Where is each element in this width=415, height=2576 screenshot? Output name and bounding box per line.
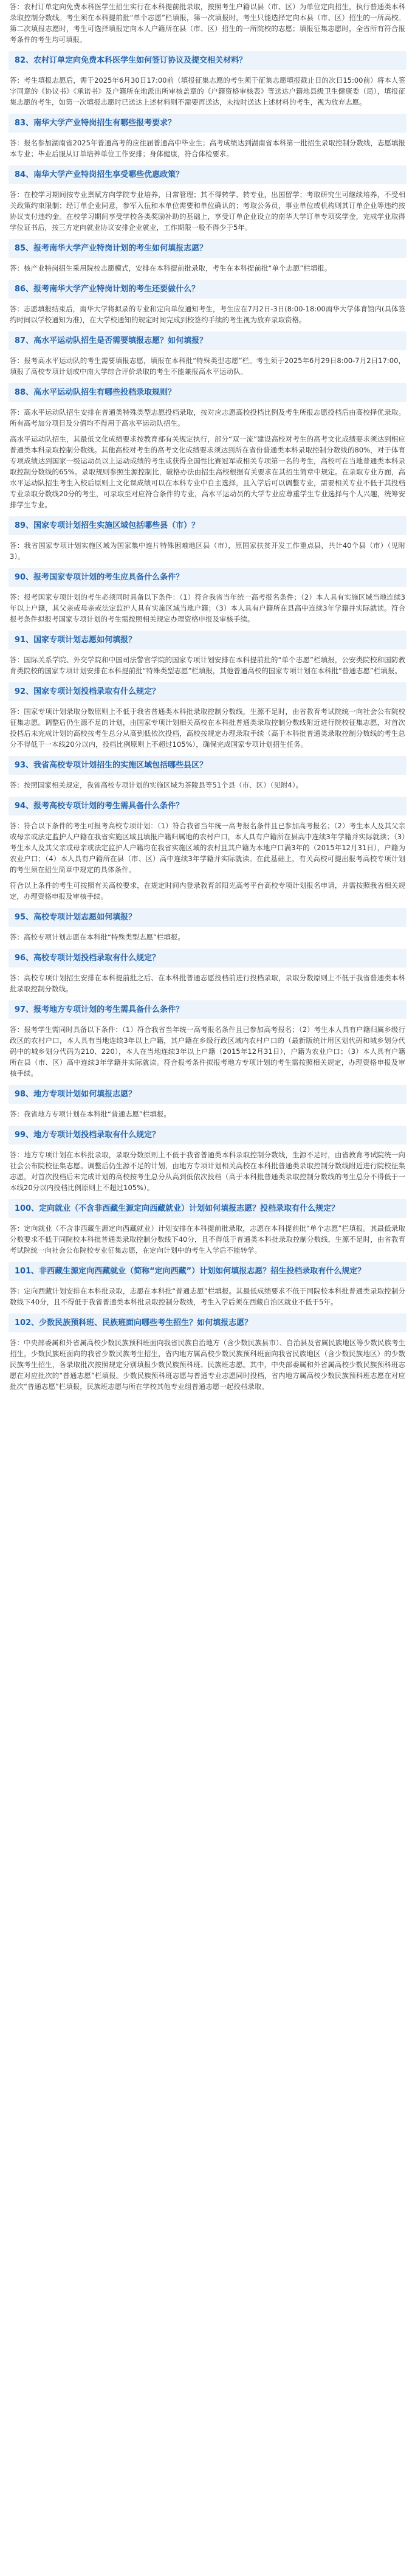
question-heading: 92、国家专项计划投档录取有什么规定？ xyxy=(9,682,406,701)
answer-paragraph: 答：报名参加湖南省2025年普通高考的应往届普通高中毕业生；高考成绩达到湖南省本科第一批招生录取控制分数线，志愿填报本专业；毕业后服从订单培养单位工作安排；身体健康，符合体检要求。 xyxy=(10,139,405,158)
faq-item-93 xyxy=(9,756,406,791)
question-heading: 93、我省高校专项计划招生的实施区域包括哪些县区？ xyxy=(9,756,406,775)
question-heading: 99、地方专项计划投档录取有什么规定？ xyxy=(9,1126,406,1144)
faq-item-95 xyxy=(9,908,406,943)
faq-item-83 xyxy=(9,114,406,159)
answer-paragraph: 答：高校专项计划志愿在本科批“特殊类型志愿”栏填报。 xyxy=(10,933,185,941)
answer-paragraph: 答：高水平运动队招生安排在普通类特殊类型志愿投档录取，按对应志愿高校投档比例及考生所报志愿投档后由高校择优录取。所有高考加分项目及分值均不得用于高水平运动队招生。 xyxy=(10,408,405,428)
question-heading: 83、南华大学产业特岗招生有哪些报考要求？ xyxy=(9,114,406,133)
question-heading: 95、高校专项计划志愿如何填报？ xyxy=(9,908,406,927)
answer-paragraph: 答：农村订单定向免费本科医学生招生实行在本科提前批录取，按照考生户籍以县（市、区）为单位定向招生，执行普通类本科录取控制分数线。考生须在本科提前批“单个志愿”栏填报，第一次填报时，考生只能选择定向本县（市、区）招生的一所高校。第二次填报志愿时，考生可选择填报定向本人户籍所在县（市、区）招生的一所院校的志愿；填报征集志愿时，全省所有符合报考条件的考生均可填报。 xyxy=(10,2,405,44)
question-heading: 90、报考国家专项计划的考生应具备什么条件？ xyxy=(9,568,406,587)
faq-item-101 xyxy=(9,1262,406,1307)
faq-item-89 xyxy=(9,516,406,562)
faq-item-85 xyxy=(9,239,406,274)
question-heading: 97、报考地方专项计划的考生需具备什么条件？ xyxy=(9,1000,406,1019)
faq-intro xyxy=(9,1,406,45)
answer-paragraph: 答：定向就业（不含非西藏生源定向西藏就业）计划安排在本科提前批录取，志愿在本科提前批“单个志愿”栏填报。其最低录取分数要求不低于同院校本科批普通类录取控制分数线下40分，且不得低于普通类本科批录取控制分数线，生源不足时，由省教育考试院统一向社会公布院校专业征集志愿，在定向计划中的考生入学后不能转学。 xyxy=(10,1224,405,1255)
answer-paragraph: 答：国家专项计划录取分数原则上不低于我省普通类本科批录取控制分数线，生源不足时，由省教育考试院统一向社会公布院校征集志愿。调整后仍生源不足的计划，由国家专项计划相关高校在本科批普通类录取控制分数线附近进行院校征集志愿，对首次投档后未完成计划的高校按考生总分从高到低依次投档，高校按规定办理录取手续（高于本科批普通类录取控制分数线的考生总分不得低于一本线20分以内，投档比例原则上不超过105%），确保完成国家专项计划招生任务。 xyxy=(10,707,405,749)
answer-paragraph: 高水平运动队招生，其最低文化成绩要求按教育部有关规定执行，部分“双一流”建设高校对考生的高考文化成绩要求须达到相应普通类本科录取控制分数线。其他高校对考生的高考文化成绩要求须达到所在省份普通类本科录取控制分数线的80%，对于体育专项成绩达到国家一级运动员以上运动成绩的考生或获得全国性比赛冠军或相关专项第一名的考生，高校可在当地普通类本科录取控制分数线的65%。录取规则参照生源控制比，破格办法由招生高校根据有关要求在其招生简章中规定。在录取专业方面，高水平运动队招生考生入校后原则上文化课成绩可以在本科专业中自主选择，且入学后可以调整专业，需要相关专业不低于其投档专业录取分数线20分的考生，可录取至对应符合条件的专业，高水平运动员的大学专业应尊重学生专业选择与个人兴趣，统筹安排学生专业。 xyxy=(10,435,405,509)
faq-item-99 xyxy=(9,1126,406,1193)
answer-paragraph: 答：报考高水平运动队的考生需要填报志愿，填报在本科批“特殊类型志愿”栏。考生须于2025年6月29日8:00-7月2日17:00，填报了高校专项计划或中南大学综合评价录取的考生不能兼报高水平运动队。 xyxy=(10,356,405,376)
faq-item-91 xyxy=(9,631,406,676)
faq-item-94 xyxy=(9,797,406,902)
faq-item-98 xyxy=(9,1085,406,1120)
faq-item-90 xyxy=(9,568,406,625)
faq-item-102 xyxy=(9,1314,406,1392)
page-bottom-spacer xyxy=(9,1397,406,1401)
answer-paragraph: 答：志愿填报结束后，南华大学将拟录的专业和定向单位通知考生，考生应在7月2日-3日(8:00-18:00南华大学体育馆内(具体签约时间以学校通知为准)，在大学校通知的规定时间完成到校签约手续的考生视为放弃录取资格。 xyxy=(10,305,405,324)
question-heading: 88、高水平运动队招生有哪些投档录取规则？ xyxy=(9,383,406,402)
answer-paragraph: 答：报考国家专项计划的考生必须同时具备以下条件：（1）符合我省当年统一高考报名条件；（2）本人具有实施区域当地连续3年以上户籍，其父亲或母亲或法定监护人具有实施区域当地户籍；（3）本人具有户籍所在县高中连续3年学籍并实际就读。符合报考条件拟报考国家专项计划的考生需按照相关规定办理资格申报及审核手续。 xyxy=(10,593,405,623)
answer-paragraph: 答：在校学习期间按专业禀赋方向学院专业培养，日常管理；其不得转学、转专业，出国留学；考取研究生可继续培养，不受相关政策约束限制；经订单企业同意，参军入伍和本单位需要和单位确认的；考取公务员，事业单位或机构则其订单企业等违约按协议支付违约金。在校学习期间享受学校各类奖励补助的基础上，享受订单企业设立的南华大学订单专项奖学金，完成学业取得学位证书后，按三方定向就业协议安排企业就业，工作期限一般不得少于5年。 xyxy=(10,190,405,232)
question-heading: 85、报考南华大学产业特岗计划的考生如何填报志愿？ xyxy=(9,239,406,258)
question-heading: 82、农村订单定向免费本科医学生如何签订协议及提交相关材料？ xyxy=(9,51,406,70)
faq-item-96 xyxy=(9,949,406,994)
answer-paragraph: 答：按照国家相关规定，我省高校专项计划的实施区域为茶陵县等51个县（市、区）（见附4）。 xyxy=(10,781,303,789)
answer-paragraph: 答：核产业特岗招生采用院校志愿模式，安排在本科提前批录取，考生在本科提前批“单个志愿”栏填报。 xyxy=(10,264,332,272)
question-heading: 89、国家专项计划招生实施区域包括哪些县（市）？ xyxy=(9,516,406,535)
question-heading: 86、报考南华大学产业特岗计划的考生还要做什么？ xyxy=(9,280,406,299)
question-heading: 96、高校专项计划投档录取有什么规定？ xyxy=(9,949,406,968)
answer-paragraph: 答：国际关系学院、外交学院和中国司法警官学院的国家专项计划安排在本科提前批的“单个志愿”栏填报，公安类院校和国防教育类院校的国家专项计划安排在本科提前批“特殊类型志愿”栏填报，其他普通高校的国家专项计划在本科批“普通志愿”栏填报。 xyxy=(10,656,405,675)
faq-item-84 xyxy=(9,165,406,233)
question-heading: 84、南华大学产业特岗招生享受哪些优惠政策？ xyxy=(9,165,406,184)
answer-paragraph: 答：考生填报志愿后，需于2025年6月30日17:00前（填报征集志愿的考生须于征集志愿填报截止日的次日15:00前）将本人签字同意的《协议书》《承诺书》及户籍所在地派出所审核盖章的《户籍资格审核表》等送达户籍地县级卫生健康委（局），填报征集志愿的考生，如第一次填报志愿时已送达上述材料则不需要再送达，未按时送达上述材料的考生，视为放弃志愿。 xyxy=(10,76,405,106)
answer-paragraph: 答：报考学生需同时具备以下条件：（1）符合我省当年统一高考报名条件且已参加高考报名；（2）考生本人具有户籍归属乡级行政区的农村户口，本人具有当地连续3年以上户籍，其户籍在乡级行政区域内农村户口的（最新版统计用区划代码和城乡划分代码中的城乡划分代码为210、220），本人在当地连续3年以上户籍（2015年12月31日），户籍为农业户口；（3）本人具有户籍所在县（市、区）高中连续3年学籍并实际就读。符合报考条件拟报考地方专项计划的考生需按照相关规定，办理资格申报及审核手续。 xyxy=(10,1025,405,1078)
question-heading: 91、国家专项计划志愿如何填报？ xyxy=(9,631,406,649)
faq-item-92 xyxy=(9,682,406,750)
answer-paragraph: 答：符合以下条件的考生可报考高校专项计划：（1）符合我省当年统一高考报名条件且已参加高考报名；（2）考生本人及其父亲或母亲或法定监护人户籍在我省实施区域且填报户籍归属地的农村户口，本人具有户籍所在县高中连续3年学籍并实际就读；（3）考生本人及其父亲或母亲或法定监护人户籍均在我省实施区域的农村且其户籍为本地户口满3年的（2015年12月31日），户籍为农业户口；（4）本人具有户籍所在县（市、区）高中连续3年学籍并实际就读。在此基础上，有关高校可提出报考高校专项计划的考生须在招生简章中规定的具体条件。 xyxy=(10,822,405,874)
answer-paragraph: 答：中央部委属和外省属高校少数民族预科班面向我省民族自治地方（含少数民族县市）、自治县及省属民族地区等少数民族考生招生，少数民族班面向的我省少数民族考生招生，省内地方属高校少数民族预科班面向我省民族地区（含少数民族地区）的少数民族考生招生，各录取批次按照规定分别填报少数民族预科班、民族班志愿。其中，中央部委属和外省属高校少数民族预科班志愿在对应批次的“普通志愿”栏填报。少数民族预科班志愿与普通专业志愿同时投档，省内地方属高校少数民族预科班志愿在对应批次“普通志愿”栏填报，民族班志愿与所在学校其他专业组普通志愿一起投档录取。 xyxy=(10,1338,405,1391)
answer-paragraph: 答：高校专项计划招生安排在本科提前批之后、在本科批普通志愿投档前进行投档录取，录取分数原则上不低于我省普通类本科批录取控制分数线。 xyxy=(10,974,405,993)
question-heading: 87、高水平运动队招生是否需要填报志愿？如何填报？ xyxy=(9,331,406,350)
answer-paragraph: 答：定向西藏计划安排在本科批录取，志愿在本科批“普通志愿”栏填报。其最低成绩要求不低于同院校本科批普通类录取控制分数线下40分，且不得低于我省普通类本科批录取控制分数线，考生入学后须在西藏自治区就业不低于5年。 xyxy=(10,1287,405,1306)
question-heading: 102、少数民族预科班、民族班面向哪些考生招生？如何填报志愿？ xyxy=(9,1314,406,1332)
question-heading: 94、报考高校专项计划的考生需具备什么条件？ xyxy=(9,797,406,815)
question-heading: 100、定向就业（不含非西藏生源定向西藏就业）计划如何填报志愿？投档录取有什么规定？ xyxy=(9,1199,406,1218)
faq-item-82 xyxy=(9,51,406,108)
answer-paragraph: 答：我省国家专项计划实施区域为国家集中连片特殊困难地区县（市），原国家扶贫开发工作重点县，共计40个县（市）（见附3）。 xyxy=(10,541,405,561)
answer-paragraph: 答：地方专项计划在本科批录取，录取分数原则上不低于我省普通类本科录取控制分数线，生源不足时，由省教育考试院统一向社会公布院校征集志愿。调整后仍生源不足的计划，由地方专项计划相关高校在本科批普通类录取控制分数线附近进行院校征集志愿，对首次投档后未完成计划的高校按考生总分从高到低依次投档（高于本科批普通类录取控制分数线的考生总分不得低于一本线20分以内投档比例原则上不超过105%）。 xyxy=(10,1151,405,1192)
faq-item-86 xyxy=(9,280,406,325)
faq-item-97 xyxy=(9,1000,406,1079)
faq-item-88 xyxy=(9,383,406,510)
answer-paragraph: 符合以上条件的考生可按照有关高校要求，在规定时间内登录教育部阳光高考平台高校专项计划报名申请，并需按照我省相关规定，办理资格申报及审核手续。 xyxy=(10,881,405,901)
faq-item-87 xyxy=(9,331,406,377)
question-heading: 98、地方专项计划如何填报志愿？ xyxy=(9,1085,406,1104)
question-heading: 101、非西藏生源定向西藏就业（简称“定向西藏”）计划如何填报志愿？招生投档录取有什么规定？ xyxy=(9,1262,406,1281)
faq-item-100 xyxy=(9,1199,406,1256)
answer-paragraph: 答：我省地方专项计划在本科批“普通志愿”栏填报。 xyxy=(10,1110,171,1118)
